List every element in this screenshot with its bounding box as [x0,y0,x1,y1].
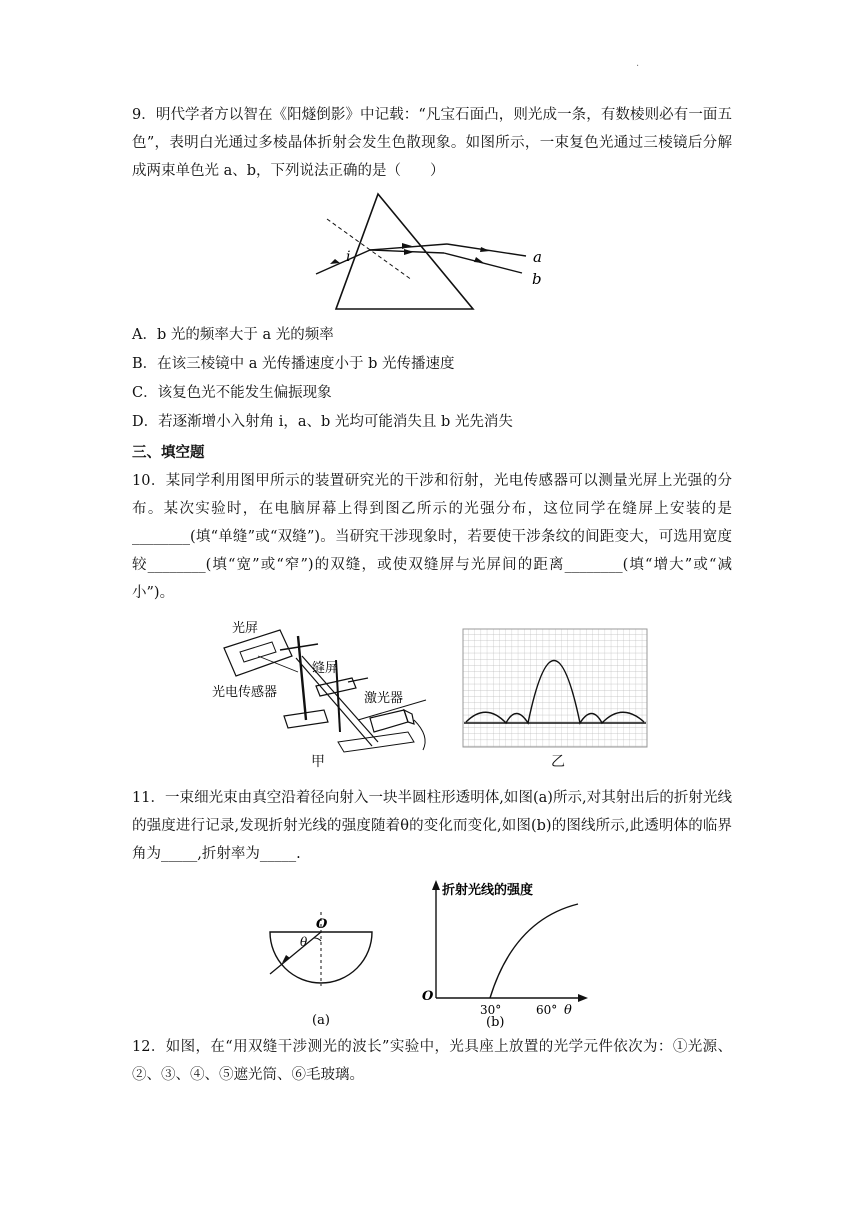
q9-stem: 9．明代学者方以智在《阳燧倒影》中记载：“凡宝石面凸，则光成一条，有数棱则必有一面五色”，表明白光通过多棱晶体折射会发生色散现象。如图所示，一束复色光通过三棱镜后分解成两束单色光 a、b，下列说法正确的是（ ） [132,107,732,179]
label-O-a: O [316,917,328,932]
label-a: a [533,248,542,266]
caption-yi: 乙 [551,754,565,770]
label-photo-sensor: 光电传感器 [212,685,278,700]
apparatus-figure [208,618,443,770]
prism-figure [300,188,560,314]
tick-60: 60° [536,1003,558,1017]
q12-stem: 12．如图，在“用双缝干涉测光的波长”实验中，光具座上放置的光学元件依次为：①光源、②、③、④、⑤遮光筒、⑥毛玻璃。 [132,1039,732,1083]
label-b: b [532,270,542,288]
label-i: i [346,249,351,265]
section-heading: 三、填空题 [132,445,205,461]
ylabel: 折射光线的强度 [442,883,534,898]
q9-option-d: D．若逐渐增小入射角 i，a、b 光均可能消失且 b 光先消失 [132,414,513,430]
header-mark: . [636,58,640,69]
refraction-intensity-graph [414,876,590,1028]
label-light-screen: 光屏 [232,621,259,636]
origin-O: O [422,989,434,1004]
q11-stem: 11．一束细光束由真空沿着径向射入一块半圆柱形透明体,如图(a)所示,对其射出后的折射光线的强度进行记录,发现折射光线的强度随着θ的变化而变化,如图(b)的图线所示,此透明体的临界角为_____,折射率为_____. [132,790,732,862]
semicircle-figure [262,910,382,1028]
label-slit-screen: 缝屏 [312,661,339,676]
q10-stem: 10．某同学利用图甲所示的装置研究光的干涉和衍射，光电传感器可以测量光屏上光强的分布。某次实验时，在电脑屏幕上得到图乙所示的光强分布，这位同学在缝屏上安装的是________(填“单缝”或“双缝”)。当研究干涉现象时，若要使干涉条纹的间距变大，可选用宽度较________(填“宽”或“窄”)的双缝，或使双缝屏与光屏间的距离________(填“增大”或“减小”)。 [132,473,732,601]
q9-option-c: C．该复色光不能发生偏振现象 [132,385,332,401]
caption-jia: 甲 [311,754,325,770]
intensity-graph [462,628,648,748]
q9-option-a: A．b 光的频率大于 a 光的频率 [132,327,334,343]
xlabel-theta: θ [564,1003,572,1018]
caption-a: (a) [312,1013,330,1028]
q9-option-b: B．在该三棱镜中 a 光传播速度小于 b 光传播速度 [132,356,455,372]
tick-30: 30° [480,1003,502,1017]
label-theta-a: θ [300,935,308,949]
caption-b: (b) [486,1015,505,1028]
label-laser: 激光器 [364,691,404,706]
